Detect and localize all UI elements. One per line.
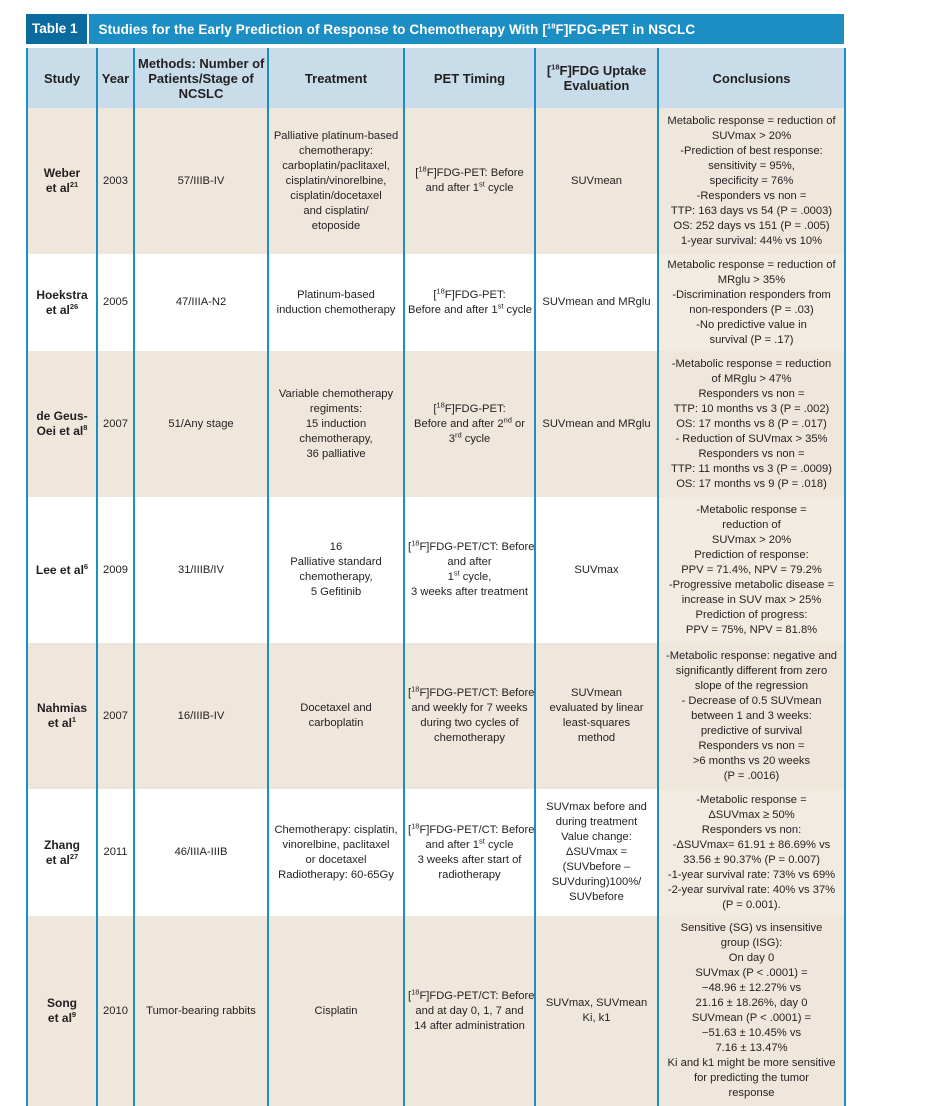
cell-year: 2009 [97, 497, 134, 643]
cell-conclusions [658, 254, 845, 351]
cell-conclusions [658, 108, 845, 254]
cell-pet-timing [404, 643, 535, 789]
text-line: 1st cycle, [447, 568, 492, 583]
cell-methods [134, 789, 268, 916]
text-line: Before and after 2nd or [414, 414, 525, 430]
text-line: −51.63 ± 10.45% vs [701, 1027, 802, 1039]
text-line: 21.16 ± 18.26%, day 0 [695, 997, 808, 1009]
text-line: PPV = 75%, NPV = 81.8% [685, 623, 818, 636]
text-line: SUVmean and MRglu [542, 417, 651, 430]
header-year [97, 48, 134, 108]
cell-uptake-evaluation [535, 916, 658, 1106]
text-line: least-squares [562, 717, 631, 729]
text-line: chemotherapy, [299, 571, 373, 583]
text-line: Value change: [561, 831, 632, 843]
text-line: cisplatin/docetaxel [290, 189, 382, 202]
text-line: MRglu > 35% [717, 273, 786, 286]
cell-pet-timing [404, 108, 535, 254]
cell-conclusions [658, 351, 845, 497]
text-line: et $al^{27}$ [45, 851, 79, 867]
text-line: 3rd cycle [448, 429, 491, 445]
cell-study [27, 254, 97, 351]
cell-uptake-evaluation [535, 497, 658, 643]
text-line: ΔSUVmax ≥ 50% [708, 808, 795, 821]
text-line: induction chemotherapy [276, 303, 396, 316]
text-line: increase in SUV max > 25% [681, 593, 822, 606]
text-line: SUVmean and MRglu [542, 296, 651, 308]
text-line: Nahmias [36, 701, 88, 715]
table-row [27, 351, 845, 497]
header-methods [134, 48, 268, 108]
text-line: Variable chemotherapy [278, 387, 394, 400]
text-line: 1-year survival: 44% vs 10% [680, 234, 823, 247]
cell-methods [134, 643, 268, 789]
cell-year: 2010 [97, 916, 134, 1106]
cell-treatment [268, 789, 404, 916]
text-line: of MRglu > 47% [711, 372, 792, 385]
text-line: TTP: 10 months vs 3 (P = .002) [673, 402, 830, 415]
text-line: survival (P = .17) [709, 333, 794, 346]
cell-uptake-evaluation [535, 108, 658, 254]
text-line: Hoekstra [36, 287, 88, 302]
cell-methods [134, 497, 268, 643]
table-caption [26, 14, 844, 44]
table-row [27, 789, 845, 916]
text-line: Patients/Stage of [148, 70, 254, 86]
header-uptake-evaluation [535, 48, 658, 108]
text-line: SUVmax > 20% [711, 129, 792, 142]
text-line: Responders vs non = [698, 739, 805, 752]
text-line: Platinum-based [297, 288, 375, 301]
text-line: Year [101, 70, 130, 86]
text-line: 3 weeks after start of [417, 853, 522, 866]
text-line: SUVduring)100%/ [551, 876, 642, 888]
text-line: and after 1st cycle [425, 835, 514, 851]
text-line: -Metabolic response = [696, 793, 807, 806]
text-line: Chemotherapy: cisplatin, [274, 823, 398, 836]
text-line: Lee et $al^6$ [35, 561, 89, 577]
cell-methods [134, 351, 268, 497]
text-line: (P = 0.001). [722, 898, 781, 911]
text-line: On day 0 [728, 952, 775, 964]
cell-study [27, 497, 97, 643]
text-line: Responders vs non = [698, 447, 805, 460]
text-line: OS: 17 months vs 9 (P = .018) [676, 477, 827, 490]
text-line: [$^{18}$F]FDG-PET: [433, 285, 506, 301]
cell-year: 2007 [97, 643, 134, 789]
text-line: ΔSUVmax = [565, 846, 628, 858]
text-line: group (ISG): [720, 937, 783, 949]
text-line: chemotherapy [434, 732, 505, 744]
text-line: -Metabolic response: negative and [665, 649, 838, 662]
text-line: SUVmax (P < .0001) = [695, 967, 808, 979]
cell-methods [134, 254, 268, 351]
text-line: PPV = 71.4%, NPV = 79.2% [681, 563, 822, 576]
text-line: 3 weeks after treatment [411, 586, 528, 598]
text-line: Study [43, 70, 81, 86]
header-conclusions [658, 48, 845, 108]
text-line: [$^{18}$F]FDG-PET/CT: Before [408, 538, 535, 553]
text-line: reduction of [722, 518, 781, 531]
cell-conclusions [658, 789, 845, 916]
text-line: SUVmax before and [546, 801, 647, 813]
text-line: chemotherapy, [299, 432, 373, 445]
cell-study [27, 643, 97, 789]
text-line: vinorelbine, paclitaxel [282, 838, 390, 851]
text-line: [$^{18}$F]FDG-PET/CT: Before [408, 684, 535, 699]
text-line: 14 after administration [414, 1019, 525, 1032]
text-line: and after 1st cycle [425, 179, 514, 194]
text-line: [$^{18}$F]FDG Uptake [546, 62, 647, 78]
cell-year: 2011 [97, 789, 134, 916]
text-line: Evaluation [563, 78, 630, 93]
text-line: and cisplatin/ [303, 204, 369, 217]
header-row [27, 48, 845, 108]
text-line: [$^{18}$F]FDG-PET/CT: Before [408, 986, 535, 1002]
header-study [27, 48, 97, 108]
table-label: Table 1 [26, 14, 89, 44]
cell-study [27, 789, 97, 916]
text-line: - Decrease of 0.5 SUVmean [681, 694, 822, 707]
cell-pet-timing [404, 497, 535, 643]
text-line: [$^{18}$F]FDG-PET: [433, 399, 506, 415]
text-line: -2-year survival rate: 40% vs 37% [667, 883, 836, 896]
text-line: 16/IIIB-IV [177, 709, 225, 722]
text-line: predictive of survival [700, 724, 803, 737]
text-line: -1-year survival rate: 73% vs 69% [667, 868, 836, 881]
text-line: and weekly for 7 weeks [411, 702, 528, 714]
text-line: Methods: Number of [138, 55, 265, 71]
cell-uptake-evaluation [535, 254, 658, 351]
text-line: carboplatin [308, 717, 364, 729]
text-line: Metabolic response = reduction of [667, 258, 836, 271]
text-line: Palliative platinum-based [273, 129, 399, 142]
text-line: [$^{18}$F]FDG-PET: Before [415, 164, 524, 179]
text-line: cisplatin/vinorelbine, [285, 174, 387, 187]
table-row [27, 916, 845, 1106]
text-line: -Responders vs non = [696, 189, 807, 202]
text-line: slope of the regression [694, 679, 809, 692]
text-line: SUVmax, SUVmean [545, 997, 648, 1009]
text-line: -No predictive value in [696, 318, 807, 331]
text-line: and at day 0, 1, 7 and [415, 1004, 524, 1017]
text-line: chemotherapy: [298, 144, 373, 157]
text-line: et $al^{21}$ [45, 180, 79, 195]
cell-conclusions [658, 643, 845, 789]
text-line: SUVmean [571, 174, 622, 187]
cell-uptake-evaluation [535, 789, 658, 916]
text-line: Palliative standard [290, 556, 382, 568]
cell-treatment [268, 254, 404, 351]
text-line: Treatment [304, 70, 368, 86]
text-line: −48.96 ± 12.27% vs [701, 982, 802, 994]
studies-table [26, 48, 846, 1106]
table-title: Studies for the Early Prediction of Response to Chemotherapy With [$^{18}$F]FDG-PET in NSCLC [98, 21, 696, 37]
text-line: Tumor-bearing rabbits [146, 1004, 256, 1017]
cell-pet-timing [404, 254, 535, 351]
text-line: method [577, 732, 616, 744]
text-line: [$^{18}$F]FDG-PET/CT: Before [408, 820, 535, 836]
cell-treatment [268, 916, 404, 1106]
header-pet-timing [404, 48, 535, 108]
cell-year: 2007 [97, 351, 134, 497]
text-line: 33.56 ± 90.37% (P = 0.007) [683, 853, 820, 866]
text-line: 16 [329, 541, 343, 553]
cell-study [27, 108, 97, 254]
text-line: PET Timing [433, 70, 506, 86]
text-line: OS: 252 days vs 151 (P = .005) [673, 219, 830, 232]
table-container [26, 14, 844, 1106]
table-row [27, 108, 845, 254]
text-line: OS: 17 months vs 8 (P = .017) [676, 417, 827, 430]
cell-treatment [268, 497, 404, 643]
text-line: Zhang [44, 837, 80, 852]
text-line: Radiotherapy: 60-65Gy [278, 868, 394, 881]
text-line: et $al^{26}$ [45, 301, 79, 317]
text-line: 5 Gefitinib [310, 586, 362, 598]
text-line: -Progressive metabolic disease = [668, 578, 835, 591]
table-row [27, 254, 845, 351]
text-line: Prediction of response: [694, 548, 809, 561]
cell-study [27, 351, 97, 497]
text-line: during treatment [555, 816, 638, 828]
text-line: Conclusions [712, 70, 791, 86]
text-line: SUVmax [574, 563, 619, 576]
text-line: SUVmax > 20% [711, 533, 792, 546]
text-line: Weber [43, 166, 81, 180]
text-line: 15 induction [305, 417, 367, 430]
text-line: >6 months vs 20 weeks [692, 754, 811, 767]
text-line: Ki, k1 [582, 1012, 611, 1024]
text-line: 46/IIIA-IIIB [174, 846, 228, 858]
text-line: (SUVbefore – [562, 861, 631, 873]
cell-treatment [268, 643, 404, 789]
cell-pet-timing [404, 351, 535, 497]
cell-pet-timing [404, 916, 535, 1106]
text-line: or docetaxel [305, 853, 367, 866]
text-line: regiments: [309, 402, 363, 415]
cell-year: 2005 [97, 254, 134, 351]
text-line: NCSLC [178, 85, 224, 101]
text-line: sensitivity = 95%, [708, 159, 795, 172]
text-line: 51/Any stage [168, 417, 234, 430]
text-line: SUVbefore [569, 891, 624, 903]
text-line: etoposide [311, 219, 361, 232]
text-line: radiotherapy [438, 868, 501, 881]
cell-year: 2003 [97, 108, 134, 254]
text-line: and after [447, 556, 492, 568]
text-line: - Reduction of SUVmax > 35% [675, 432, 828, 445]
cell-treatment [268, 351, 404, 497]
text-line: et $al^1$ [47, 715, 77, 730]
text-line: significantly different from zero [675, 664, 828, 677]
text-line: Oei et $al^8$ [36, 423, 88, 438]
text-line: Cisplatin [314, 1004, 358, 1017]
text-line: carboplatin/paclitaxel, [282, 159, 390, 172]
text-line: -Metabolic response = reduction [671, 357, 832, 370]
text-line: (P = .0016) [723, 769, 780, 782]
cell-methods [134, 108, 268, 254]
text-line: TTP: 163 days vs 54 (P = .0003) [670, 204, 833, 217]
text-line: SUVmean (P < .0001) = [691, 1012, 812, 1024]
text-line: TTP: 11 months vs 3 (P = .0009) [671, 462, 832, 475]
text-line: Sensitive (SG) vs insensitive [680, 922, 823, 934]
text-line: 47/IIIA-N2 [175, 296, 227, 308]
text-line: 31/IIIB/IV [177, 563, 225, 576]
text-line: Metabolic response = reduction of [667, 114, 836, 127]
text-line: -Discrimination responders from [672, 288, 831, 301]
text-line: during two cycles of [420, 717, 519, 729]
header-treatment [268, 48, 404, 108]
cell-uptake-evaluation [535, 351, 658, 497]
text-line: non-responders (P = .03) [689, 303, 814, 316]
text-line: SUVmean [571, 687, 622, 699]
text-line: 36 palliative [306, 447, 366, 460]
cell-conclusions [658, 497, 845, 643]
text-line: response [728, 1087, 775, 1099]
text-line: for predicting the tumor [693, 1072, 810, 1084]
table-row [27, 643, 845, 789]
text-line: Docetaxel and [300, 702, 372, 714]
text-line: Ki and k1 might be more sensitive [667, 1057, 836, 1069]
table-body [27, 108, 845, 1106]
cell-conclusions [658, 916, 845, 1106]
text-line: -Prediction of best response: [680, 144, 823, 157]
text-line: Responders vs non = [698, 387, 805, 400]
text-line: -Metabolic response = [696, 503, 807, 516]
cell-study [27, 916, 97, 1106]
text-line: evaluated by linear [549, 702, 644, 714]
text-line: Prediction of progress: [695, 608, 808, 621]
text-line: between 1 and 3 weeks: [691, 709, 812, 722]
text-line: -ΔSUVmax= 61.91 ± 86.69% vs [672, 838, 831, 851]
text-line: Song [47, 996, 77, 1010]
text-line: specificity = 76% [709, 174, 794, 187]
text-line: Responders vs non: [701, 823, 802, 836]
text-line: et $al^9$ [47, 1010, 77, 1025]
text-line: Before and after 1st cycle [408, 300, 533, 316]
text-line: de Geus- [36, 409, 88, 423]
cell-uptake-evaluation [535, 643, 658, 789]
cell-treatment [268, 108, 404, 254]
cell-pet-timing [404, 789, 535, 916]
text-line: 57/IIIB-IV [177, 174, 225, 187]
table-row [27, 497, 845, 643]
cell-methods [134, 916, 268, 1106]
text-line: 7.16 ± 13.47% [715, 1042, 788, 1054]
